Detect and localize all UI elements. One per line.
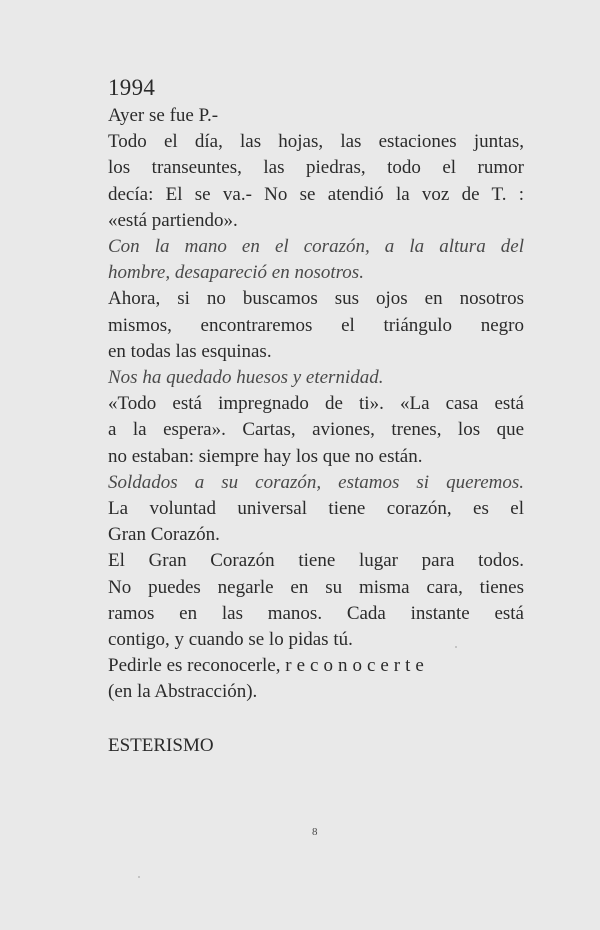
poem-line: «Todo está impregnado de ti». «La casa está <box>108 393 524 415</box>
poem-line: Ayer se fue P.- <box>108 105 219 126</box>
paper-speck <box>138 876 140 878</box>
paper-speck <box>455 646 457 648</box>
poem-line: contigo, y cuando se lo pidas tú. <box>108 629 353 651</box>
poem-line <box>108 653 524 679</box>
poem-line-italic: Nos ha quedado huesos y eternidad. <box>108 367 384 389</box>
poem-line-italic: Soldados a su corazón, estamos si queremos. <box>108 471 524 493</box>
poem-line: No puedes negarle en su misma cara, tienes <box>108 576 524 598</box>
poem-line-italic: hombre, desapareció en nosotros. <box>108 262 364 284</box>
page-number: 8 <box>312 826 318 838</box>
poem-line: en todas las esquinas. <box>108 340 272 362</box>
poem-body <box>108 103 524 706</box>
section-title: ESTERISMO <box>108 735 214 756</box>
poem-line: no estaban: siempre hay los que no están. <box>108 445 423 467</box>
poem-line-spaced-word: reconocerte <box>285 655 429 677</box>
poem-line-italic: Con la mano en el corazón, a la altura del <box>108 236 524 258</box>
poem-line: los transeuntes, las piedras, todo el rumor <box>108 157 524 179</box>
poem-line: a la espera». Cartas, aviones, trenes, los que <box>108 419 524 441</box>
poem-line-start: Pedirle es reconocerle, <box>108 655 281 677</box>
poem-line: ramos en las manos. Cada instante está <box>108 602 524 624</box>
poem-line: Gran Corazón. <box>108 524 220 546</box>
poem-year: 1994 <box>108 75 156 100</box>
poem-line: mismos, encontraremos el triángulo negro <box>108 314 524 336</box>
poem-line: (en la Abstracción). <box>108 681 258 703</box>
poem-line: Todo el día, las hojas, las estaciones juntas, <box>108 131 524 153</box>
poem-line: Ahora, si no buscamos sus ojos en nosotros <box>108 288 524 310</box>
poem-line: «está partiendo». <box>108 209 238 231</box>
poem-line: El Gran Corazón tiene lugar para todos. <box>108 550 524 572</box>
poem-line: decía: El se va.- No se atendió la voz de T. : <box>108 183 524 205</box>
poem-line: La voluntad universal tiene corazón, es el <box>108 498 524 520</box>
